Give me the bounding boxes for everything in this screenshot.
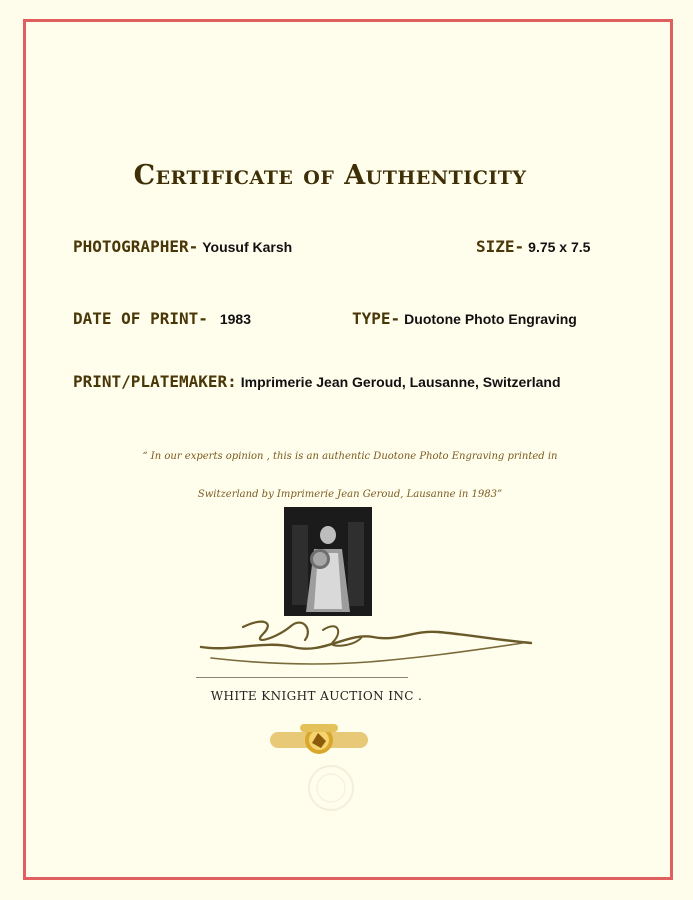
photographer-field — [73, 237, 292, 257]
size-field — [476, 237, 590, 257]
date-of-print-field — [73, 309, 251, 329]
expert-opinion-quote — [140, 438, 560, 514]
photo-thumbnail — [284, 507, 372, 616]
embossed-seal — [276, 762, 386, 814]
size-label: SIZE- — [476, 237, 525, 256]
white-knight-logo — [268, 720, 370, 760]
type-value: Duotone Photo Engraving — [404, 311, 577, 327]
issuer-name: WHITE KNIGHT AUCTION INC . — [210, 689, 423, 703]
signature-line — [196, 677, 408, 678]
platemaker-field — [73, 372, 561, 392]
quote-line-1: “ In our experts opinion , this is an authentic Duotone Photo Engraving printed in — [142, 451, 558, 462]
type-field — [352, 309, 577, 329]
date-of-print-value: 1983 — [219, 311, 252, 327]
certificate-title: Certificate of Authenticity — [133, 160, 527, 191]
date-of-print-label: DATE OF PRINT- — [73, 309, 208, 328]
platemaker-label: PRINT/PLATEMAKER: — [73, 372, 237, 391]
photographer-value: Yousuf Karsh — [202, 239, 293, 255]
quote-line-2: Switzerland by Imprimerie Jean Geroud, Lausanne in 1983” — [197, 489, 503, 500]
photographer-label: PHOTOGRAPHER- — [73, 237, 199, 256]
platemaker-value: Imprimerie Jean Geroud, Lausanne, Switzerland — [240, 374, 561, 390]
size-value: 9.75 x 7.5 — [528, 239, 591, 255]
type-label: TYPE- — [352, 309, 401, 328]
signature — [193, 612, 533, 672]
